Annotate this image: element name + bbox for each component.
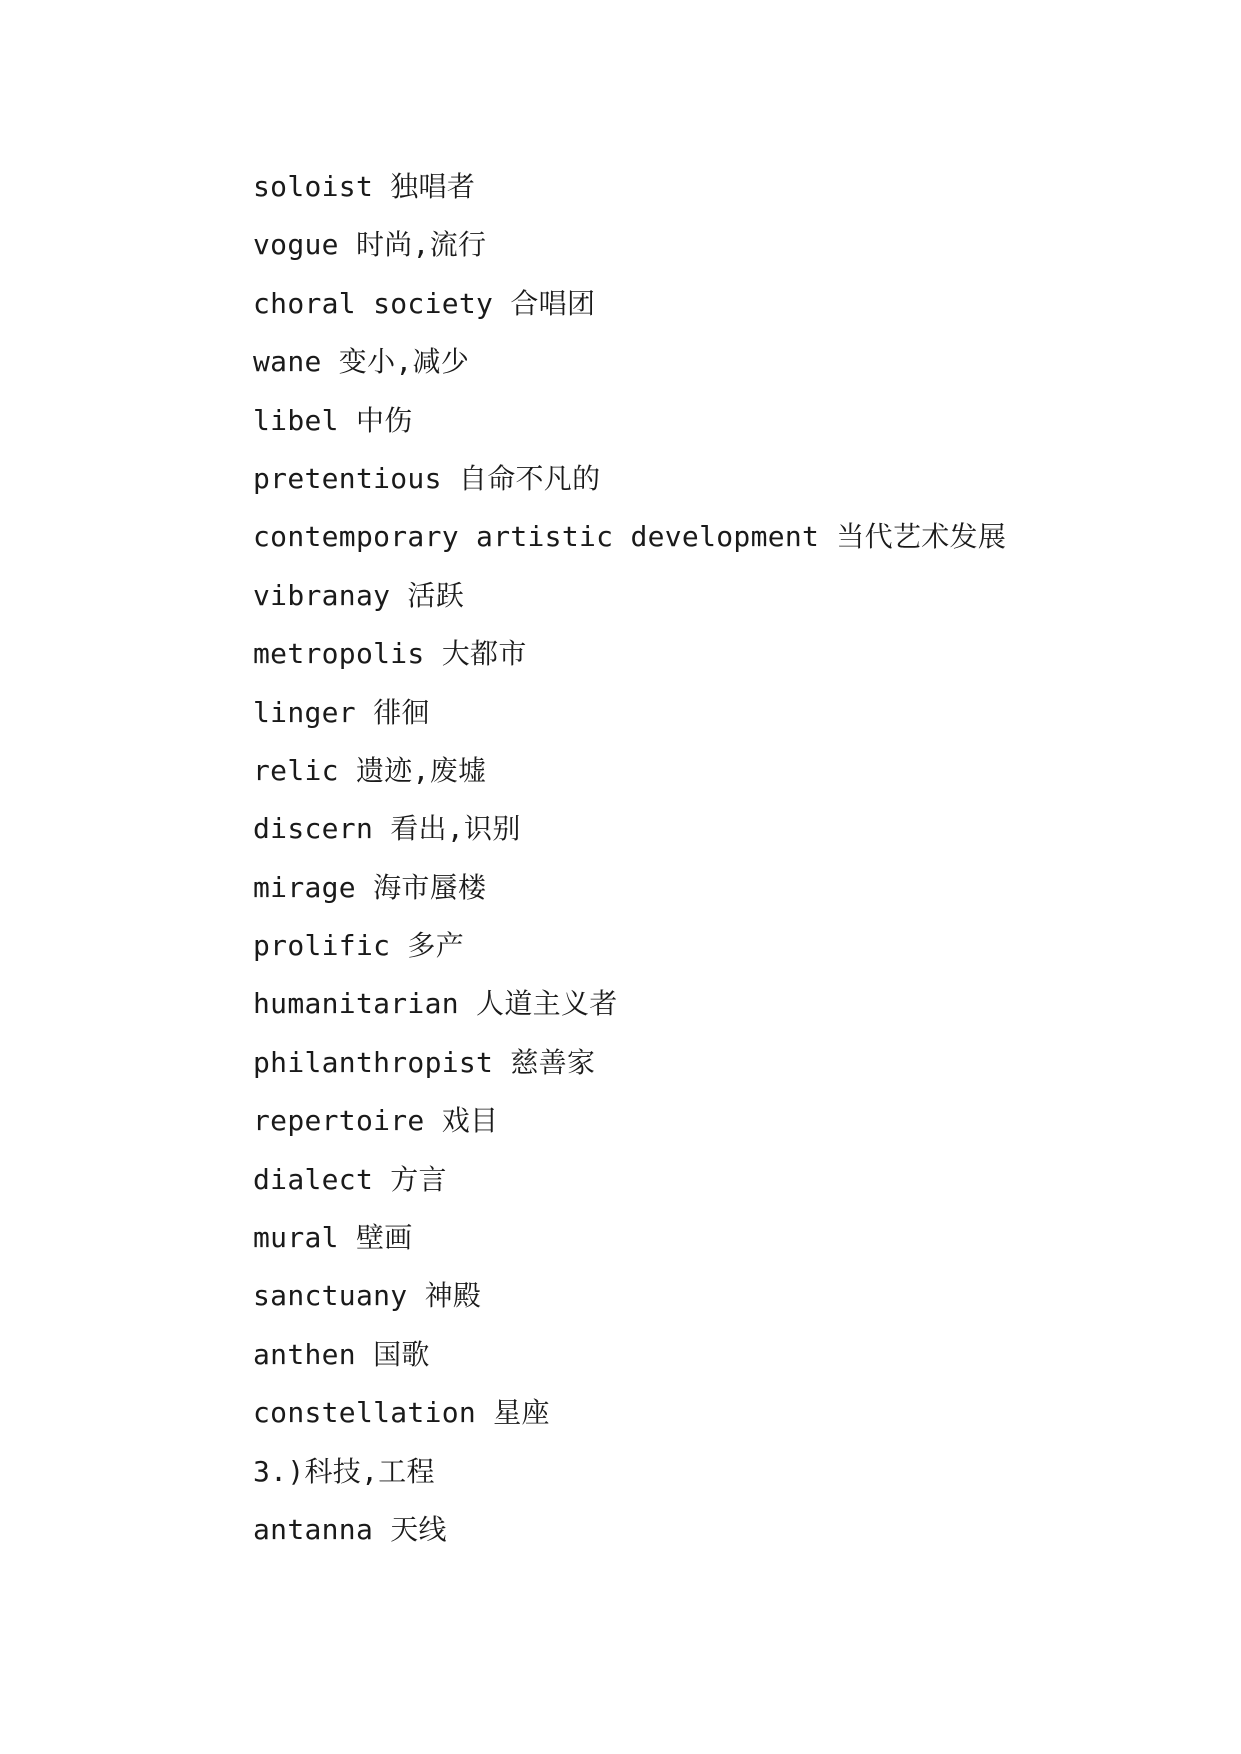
vocabulary-entry: prolific 多产	[253, 929, 465, 963]
section-heading: 3.)科技,工程	[253, 1454, 435, 1488]
vocabulary-entry: vogue 时尚,流行	[253, 228, 487, 262]
vocabulary-entry: antanna 天线	[253, 1512, 447, 1546]
vocabulary-entry: choral society 合唱团	[253, 286, 596, 320]
vocabulary-entry: soloist 独唱者	[253, 170, 476, 203]
vocabulary-entry: humanitarian 人道主义者	[253, 987, 618, 1021]
vocabulary-entry: mirage 海市蜃楼	[253, 870, 487, 904]
vocabulary-list	[253, 158, 1006, 1559]
vocabulary-entry: contemporary artistic development 当代艺术发展	[253, 520, 1007, 554]
vocabulary-entry: libel 中伤	[253, 403, 413, 437]
vocabulary-entry: dialect 方言	[253, 1162, 447, 1196]
vocabulary-entry: wane 变小,减少	[253, 345, 470, 379]
vocabulary-entry: pretentious 自命不凡的	[253, 461, 601, 495]
vocabulary-entry: anthen 国歌	[253, 1337, 430, 1371]
vocabulary-entry: metropolis 大都市	[253, 637, 527, 671]
vocabulary-entry: linger 徘徊	[253, 695, 430, 729]
vocabulary-entry: sanctuany 神殿	[253, 1279, 482, 1313]
vocabulary-entry: mural 壁画	[253, 1221, 413, 1255]
vocabulary-entry: discern 看出,识别	[253, 812, 521, 846]
vocabulary-entry: philanthropist 慈善家	[253, 1045, 596, 1079]
vocabulary-entry: vibranay 活跃	[253, 578, 465, 612]
vocabulary-entry: constellation 星座	[253, 1396, 550, 1430]
vocabulary-entry: repertoire 戏目	[253, 1104, 499, 1138]
vocabulary-entry: relic 遗迹,废墟	[253, 753, 487, 787]
